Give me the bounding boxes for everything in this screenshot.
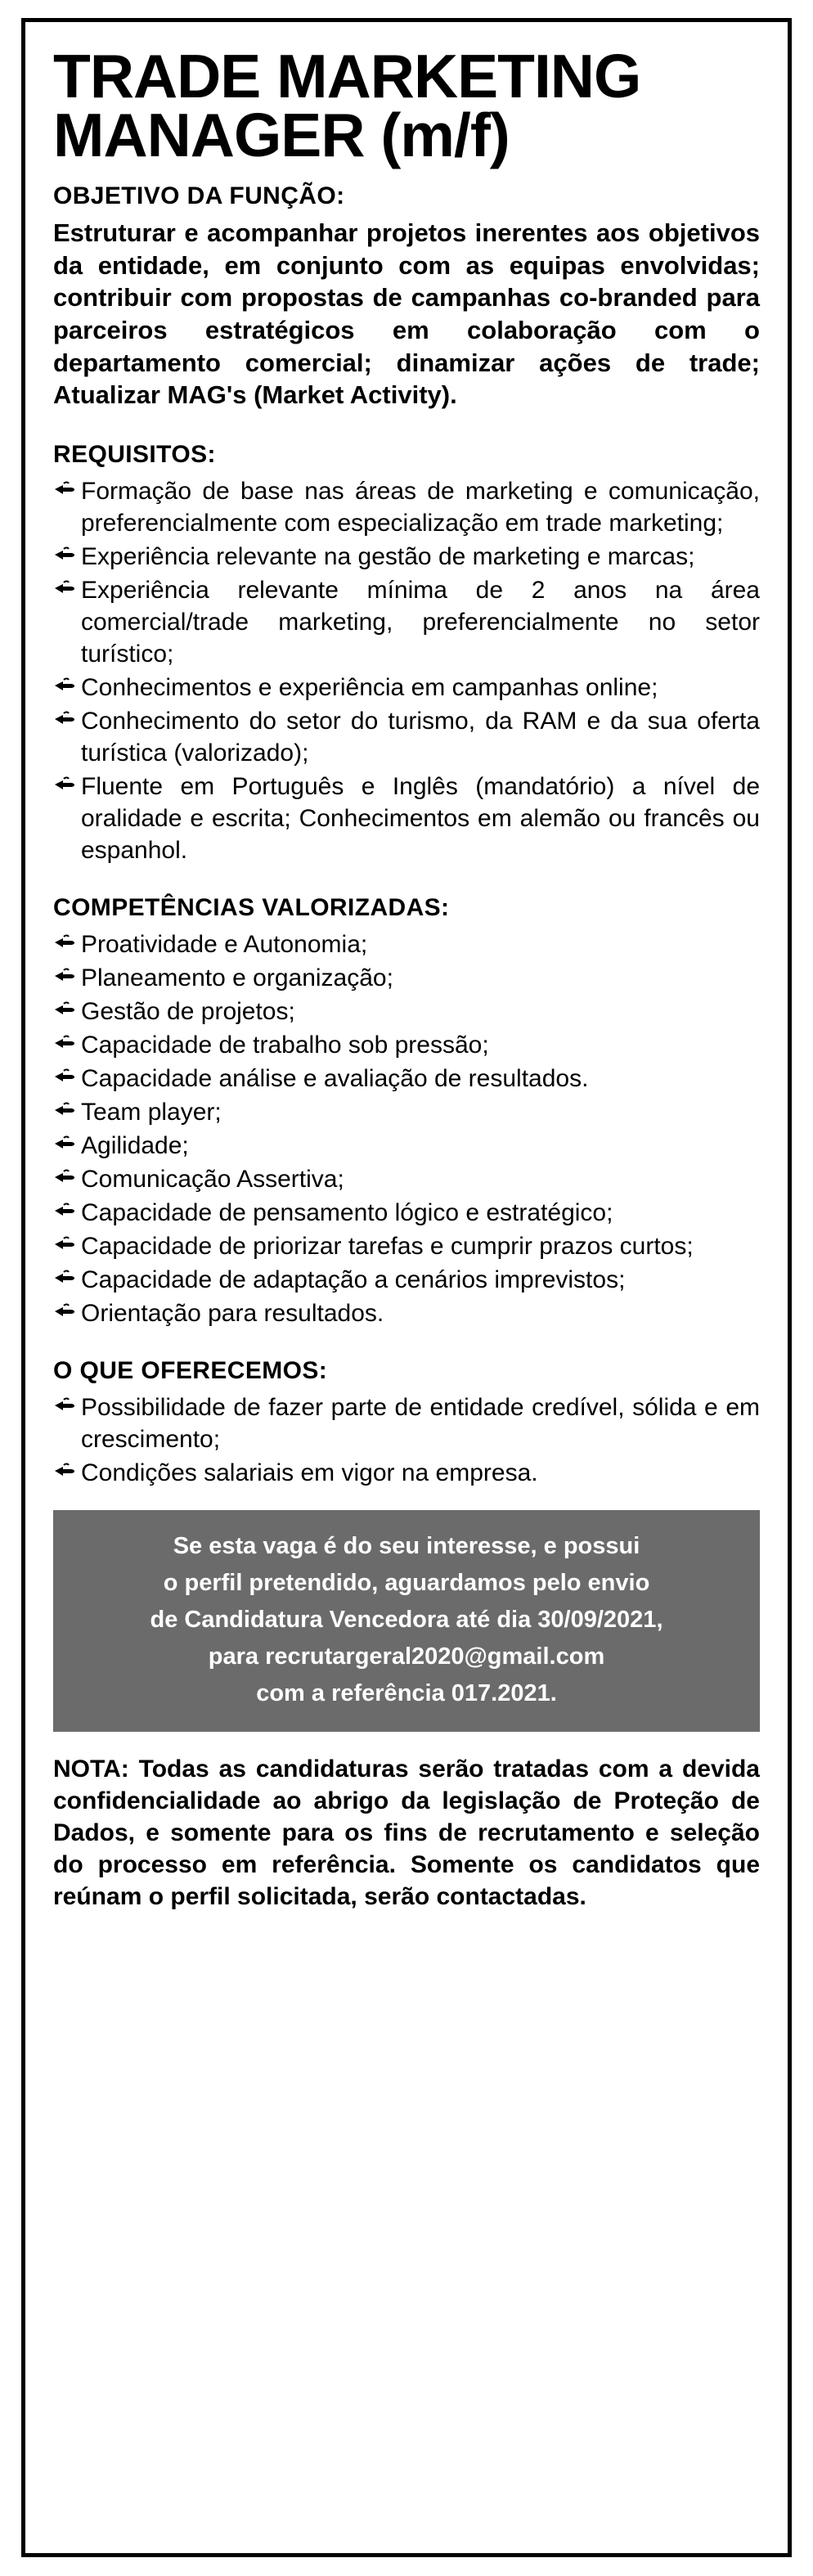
list-item: [53, 771, 760, 866]
pointing-hand-bullet-icon: [53, 542, 76, 565]
pointing-hand-bullet-icon: [53, 964, 76, 987]
callout-line-2: o perfil pretendido, aguardamos pelo envio: [163, 1569, 650, 1596]
callout-line-3: de Candidatura Vencedora até dia 30/09/2021,: [150, 1606, 663, 1633]
requirements-heading: REQUISITOS:: [53, 441, 216, 469]
list-item-label: Team player;: [81, 1099, 222, 1126]
list-item-label: Experiência relevante na gestão de marketing e marcas;: [81, 543, 695, 571]
list-item: [53, 1391, 760, 1455]
list-item-label: Comunicação Assertiva;: [81, 1166, 344, 1194]
offer-heading: O QUE OFERECEMOS:: [53, 1357, 328, 1385]
pointing-hand-bullet-icon: [53, 707, 76, 730]
pointing-hand-bullet-icon: [53, 576, 76, 599]
objective-text: Estruturar e acompanhar projetos inerentes aos objetivos da entidade, em conjunto com as equipas envolvidas; contribuir com propostas de campanhas co-branded para parceiros estratégicos em colaboração com o departamento comercial; dinamizar ações de trade; Atualizar MAG's (Market Activity).: [53, 218, 760, 410]
list-item: [53, 574, 760, 670]
pointing-hand-bullet-icon: [53, 477, 76, 500]
list-item: [53, 1264, 760, 1296]
list-item-label: Conhecimento do setor do turismo, da RAM e da sua oferta turística (valorizado);: [81, 708, 760, 767]
pointing-hand-bullet-icon: [53, 1459, 76, 1481]
list-item: [53, 1130, 760, 1162]
list-item: [53, 1297, 760, 1329]
list-item: [53, 541, 760, 573]
callout-email: para recrutargeral2020@gmail.com: [208, 1643, 605, 1670]
list-item: [53, 1163, 760, 1195]
list-item: [53, 1197, 760, 1229]
pointing-hand-bullet-icon: [53, 1232, 76, 1255]
callout-line-1: Se esta vaga é do seu interesse, e possui: [173, 1533, 640, 1560]
list-item-label: Capacidade de pensamento lógico e estratégico;: [81, 1199, 613, 1227]
list-item: [53, 672, 760, 704]
competences-heading: COMPETÊNCIAS VALORIZADAS:: [53, 894, 450, 922]
list-item: [53, 1230, 760, 1262]
callout-reference: com a referência 017.2021.: [256, 1679, 557, 1706]
requirements-section: [53, 441, 760, 866]
page-title: TRADE MARKETING MANAGER (m/f): [53, 42, 641, 169]
list-item-label: Fluente em Português e Inglês (mandatório) a nível de oralidade e escrita; Conhecimentos em alemão ou francês ou espanhol.: [81, 773, 760, 865]
privacy-note: [53, 1753, 760, 1913]
pointing-hand-bullet-icon: [53, 1098, 76, 1121]
list-item: [53, 928, 760, 960]
objective-heading: OBJETIVO DA FUNÇÃO:: [53, 182, 345, 209]
list-item: [53, 1457, 760, 1489]
pointing-hand-bullet-icon: [53, 1165, 76, 1188]
list-item-label: Orientação para resultados.: [81, 1300, 384, 1328]
list-item: [53, 996, 760, 1027]
list-item: [53, 475, 760, 539]
competences-list: [53, 928, 760, 1329]
requirements-list: [53, 475, 760, 866]
pointing-hand-bullet-icon: [53, 1131, 76, 1154]
pointing-hand-bullet-icon: [53, 1393, 76, 1416]
list-item-label: Condições salariais em vigor na empresa.: [81, 1459, 538, 1487]
objective-section: [53, 182, 760, 411]
pointing-hand-bullet-icon: [53, 772, 76, 795]
pointing-hand-bullet-icon: [53, 930, 76, 953]
list-item-label: Experiência relevante mínima de 2 anos na área comercial/trade marketing, preferencialmente no setor turístico;: [81, 577, 760, 668]
note-text: Todas as candidaturas serão tratadas com a devida confidencialidade ao abrigo da legislação de Proteção de Dados, e somente para os fins de recrutamento e seleção do processo em referência. Somente os candidatos que reúnam o perfil solicitada, serão contactadas.: [53, 1755, 760, 1910]
application-callout: [53, 1510, 760, 1732]
offer-list: [53, 1391, 760, 1489]
list-item-label: Proatividade e Autonomia;: [81, 931, 368, 959]
list-item-label: Capacidade de priorizar tarefas e cumprir prazos curtos;: [81, 1233, 694, 1261]
list-item: [53, 1063, 760, 1095]
list-item-label: Agilidade;: [81, 1132, 189, 1160]
pointing-hand-bullet-icon: [53, 1299, 76, 1322]
pointing-hand-bullet-icon: [53, 1266, 76, 1288]
list-item: [53, 1096, 760, 1128]
offer-section: [53, 1357, 760, 1489]
competences-section: [53, 894, 760, 1329]
pointing-hand-bullet-icon: [53, 997, 76, 1020]
list-item-label: Possibilidade de fazer parte de entidade credível, sólida e em crescimento;: [81, 1394, 760, 1454]
list-item-label: Gestão de projetos;: [81, 998, 295, 1026]
job-advertisement: [21, 18, 792, 2557]
note-label: NOTA:: [53, 1755, 129, 1783]
list-item: [53, 1029, 760, 1061]
list-item-label: Conhecimentos e experiência em campanhas online;: [81, 674, 658, 702]
pointing-hand-bullet-icon: [53, 1031, 76, 1054]
list-item: [53, 705, 760, 769]
list-item-label: Formação de base nas áreas de marketing e comunicação, preferencialmente com especialização em trade marketing;: [81, 478, 760, 537]
pointing-hand-bullet-icon: [53, 673, 76, 696]
pointing-hand-bullet-icon: [53, 1064, 76, 1087]
list-item-label: Capacidade de adaptação a cenários imprevistos;: [81, 1266, 626, 1294]
list-item-label: Capacidade análise e avaliação de resultados.: [81, 1065, 589, 1093]
list-item-label: Capacidade de trabalho sob pressão;: [81, 1032, 489, 1059]
list-item: [53, 962, 760, 994]
pointing-hand-bullet-icon: [53, 1198, 76, 1221]
list-item-label: Planeamento e organização;: [81, 964, 393, 992]
